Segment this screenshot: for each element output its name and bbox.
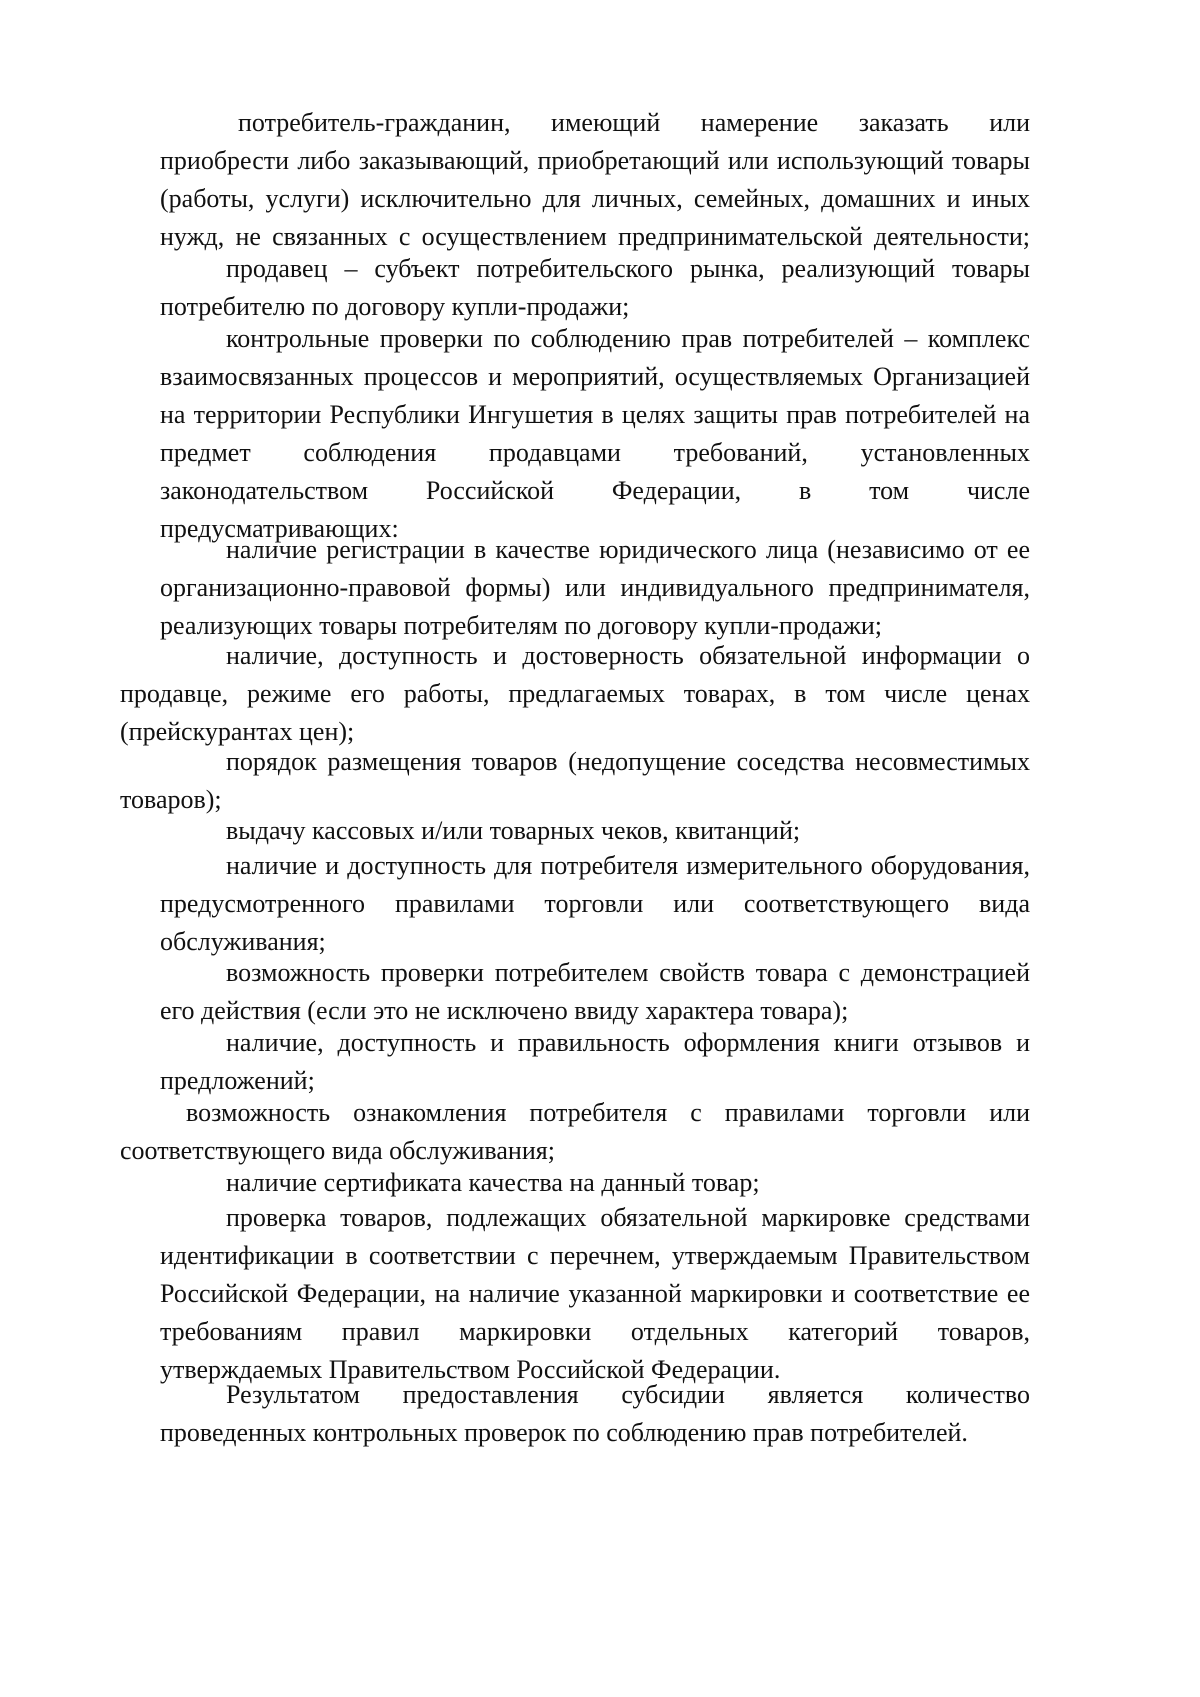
text-line: нужд, не связанных с осуществлением предпринимательской деятельности; [160,222,1030,251]
text-line: организационно-правовой формы) или индивидуального предпринимателя, [160,573,1030,602]
text-line: наличие, доступность и достоверность обязательной информации о [226,641,1030,670]
text-line: выдачу кассовых и/или товарных чеков, квитанций; [226,816,801,845]
text-line: наличие и доступность для потребителя измерительного оборудования, [226,851,1030,880]
paragraph-control-checks-definition [160,320,1030,548]
text-line: Результатом предоставления субсидии является количество [226,1380,1030,1409]
text-line: наличие регистрации в качестве юридического лица (независимо от ее [226,535,1030,564]
text-line: наличие, доступность и правильность оформления книги отзывов и [226,1028,1030,1057]
text-line: продавце, режиме его работы, предлагаемых товарах, в том числе ценах [120,679,1030,708]
paragraph-registration [160,531,1030,645]
text-line: законодательством Российской Федерации, в том числе [160,476,1030,505]
text-line: товаров); [120,785,222,814]
paragraph-goods-placement [120,743,1030,819]
text-line: порядок размещения товаров (недопущение соседства несовместимых [226,747,1030,776]
paragraph-measuring-equipment [160,847,1030,961]
paragraph-seller-definition [160,250,1030,326]
paragraph-product-check [160,954,1030,1030]
paragraph-receipts [226,812,1030,850]
text-line: Российской Федерации, на наличие указанной маркировки и соответствие ее [160,1279,1030,1308]
text-line: предложений; [160,1066,315,1095]
text-line: потребитель-гражданин, имеющий намерение заказать или [238,108,1030,137]
paragraph-seller-info [120,637,1030,751]
paragraph-trade-rules [120,1094,1030,1170]
text-line: проверка товаров, подлежащих обязательной маркировке средствами [226,1203,1030,1232]
text-line: соответствующего вида обслуживания; [120,1136,555,1165]
text-line: предмет соблюдения продавцами требований, установленных [160,438,1030,467]
text-line: идентификации в соответствии с перечнем, утверждаемым Правительством [160,1241,1030,1270]
text-line: контрольные проверки по соблюдению прав потребителей – комплекс [226,324,1030,353]
text-line: обслуживания; [160,927,326,956]
paragraph-subsidy-result [160,1376,1030,1452]
text-line: (прейскурантах цен); [120,717,355,746]
text-line: взаимосвязанных процессов и мероприятий, осуществляемых Организацией [160,362,1030,391]
text-line: его действия (если это не исключено ввиду характера товара); [160,996,849,1025]
text-line: на территории Республики Ингушетия в целях защиты прав потребителей на [160,400,1030,429]
text-line: проведенных контрольных проверок по соблюдению прав потребителей. [160,1418,968,1447]
text-line: возможность ознакомления потребителя с правилами торговли или [186,1098,1030,1127]
text-line: утверждаемых Правительством Российской Федерации. [160,1355,781,1384]
text-line: наличие сертификата качества на данный товар; [226,1168,760,1197]
text-line: предусмотренного правилами торговли или соответствующего вида [160,889,1030,918]
text-line: требованиям правил маркировки отдельных категорий товаров, [160,1317,1030,1346]
text-line: продавец – субъект потребительского рынка, реализующий товары [226,254,1030,283]
paragraph-marking-check [160,1199,1030,1389]
text-line: возможность проверки потребителем свойств товара с демонстрацией [226,958,1030,987]
text-line: реализующих товары потребителям по договору купли-продажи; [160,611,882,640]
text-line: предусматривающих: [160,514,399,543]
text-line: потребителю по договору купли-продажи; [160,292,630,321]
paragraph-certificate [226,1164,1030,1202]
paragraph-consumer-definition [160,104,1030,256]
text-line: (работы, услуги) исключительно для личных, семейных, домашних и иных [160,184,1030,213]
text-line: приобрести либо заказывающий, приобретающий или использующий товары [160,146,1030,175]
paragraph-feedback-book [160,1024,1030,1100]
